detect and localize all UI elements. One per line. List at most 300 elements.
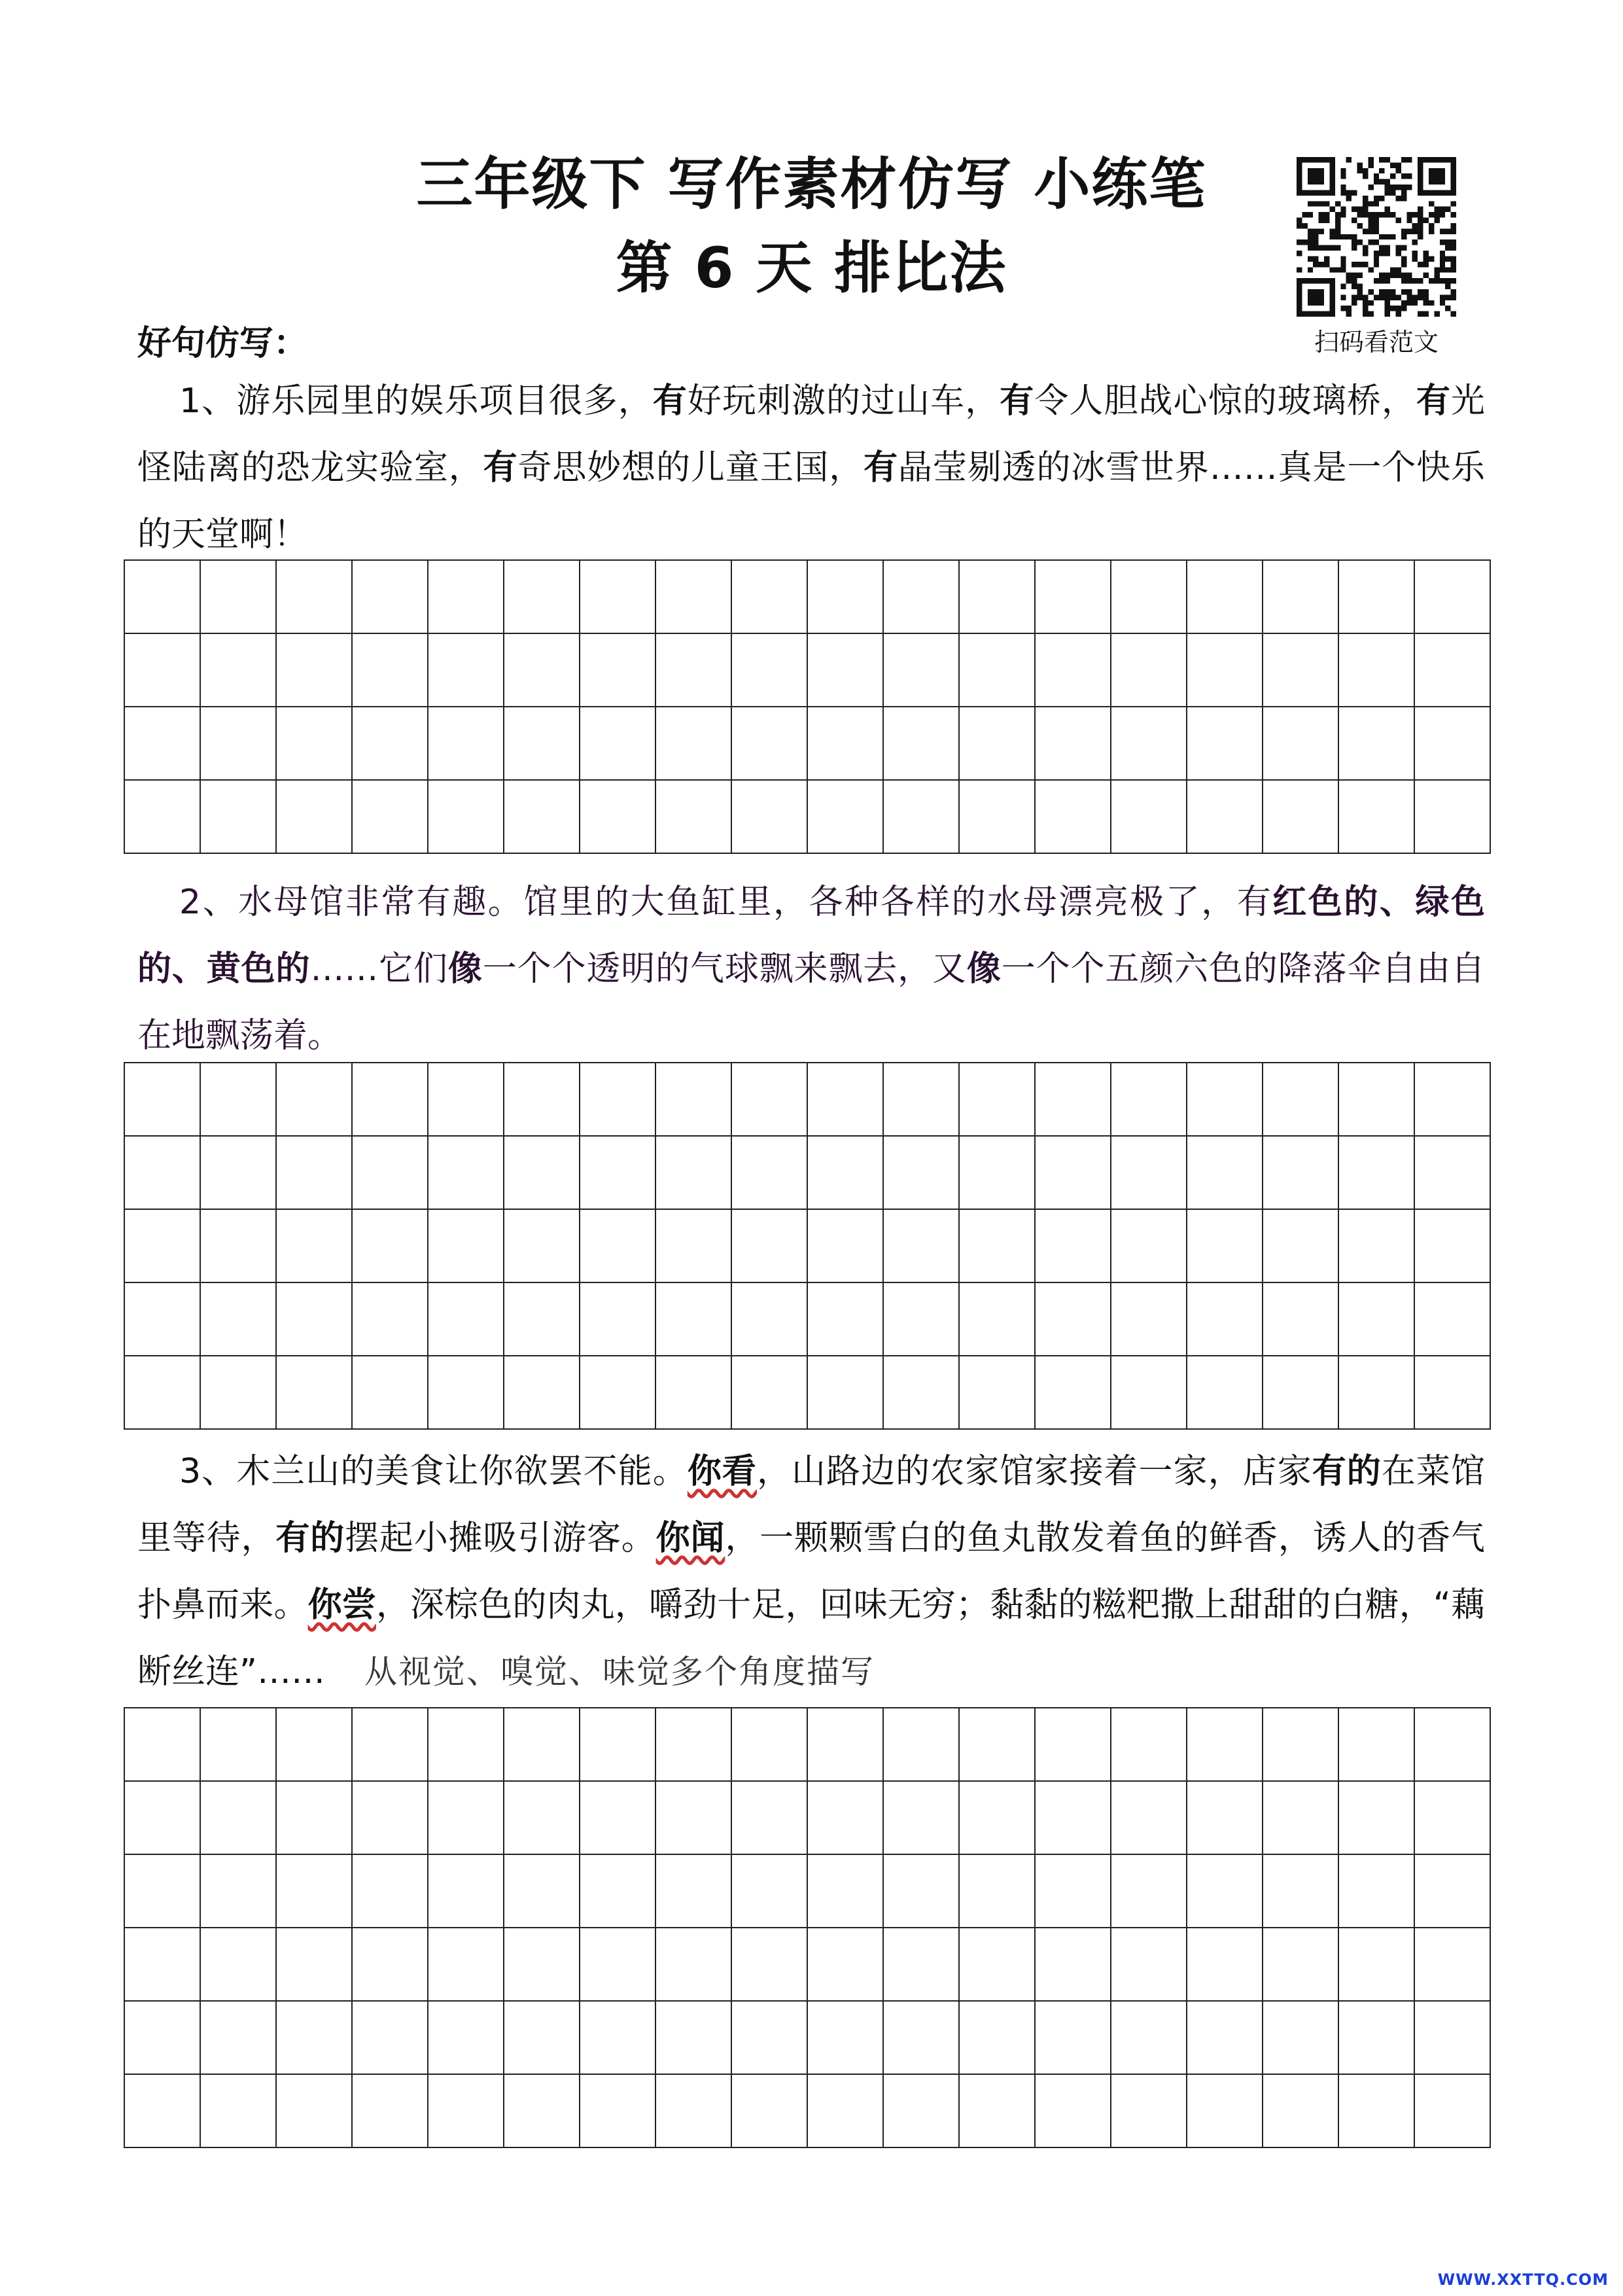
grid-cell[interactable] [200,2001,276,2074]
grid-cell[interactable] [580,560,655,633]
grid-cell[interactable] [807,1928,883,2001]
grid-cell[interactable] [504,1282,580,1356]
grid-cell[interactable] [580,1136,655,1209]
grid-cell[interactable] [959,1781,1035,1854]
grid-cell[interactable] [1035,1854,1111,1928]
grid-cell[interactable] [1263,1282,1338,1356]
grid-cell[interactable] [883,1136,959,1209]
grid-cell[interactable] [1187,560,1263,633]
grid-cell[interactable] [1338,1708,1414,1781]
grid-cell[interactable] [352,707,428,780]
grid-cell[interactable] [124,1854,200,1928]
grid-cell[interactable] [1035,1209,1111,1282]
grid-cell[interactable] [1338,780,1414,853]
grid-cell[interactable] [1263,1928,1338,2001]
grid-cell[interactable] [883,2001,959,2074]
grid-cell[interactable] [807,1282,883,1356]
grid-cell[interactable] [352,2001,428,2074]
grid-cell[interactable] [883,1356,959,1429]
grid-cell[interactable] [276,560,352,633]
grid-cell[interactable] [124,1282,200,1356]
sentence-text: ，深棕色的肉丸，嚼劲十足，回味无穷；黏黏的糍粑撒上甜甜的白糖，“藕断丝连”…… [137,1585,1485,1691]
grid-cell[interactable] [580,1063,655,1136]
grid-cell[interactable] [428,1356,504,1429]
grid-cell[interactable] [1111,633,1187,707]
grid-cell[interactable] [276,1136,352,1209]
grid-cell[interactable] [655,1282,731,1356]
grid-cell[interactable] [1338,633,1414,707]
grid-cell[interactable] [124,1928,200,2001]
grid-cell[interactable] [655,2074,731,2147]
grid-cell[interactable] [959,1136,1035,1209]
grid-cell[interactable] [959,1282,1035,1356]
grid-cell[interactable] [428,1781,504,1854]
grid-cell[interactable] [580,707,655,780]
grid-cell[interactable] [731,1781,807,1854]
grid-cell[interactable] [352,780,428,853]
grid-cell[interactable] [352,1356,428,1429]
grid-cell[interactable] [276,2001,352,2074]
grid-cell[interactable] [504,1708,580,1781]
sentence-text: 一个个透明的气球飘来飘去，又 [482,949,967,989]
grid-cell[interactable] [1035,1928,1111,2001]
emphasized-text: 红色的、绿色的、黄色的 [137,883,1485,989]
grid-cell[interactable] [428,780,504,853]
grid-cell[interactable] [655,1063,731,1136]
grid-cell[interactable] [1338,2074,1414,2147]
grid-cell[interactable] [883,780,959,853]
example-sentence-1 [137,368,1485,568]
writing-grid-1[interactable] [124,559,1491,854]
grid-cell[interactable] [1187,2074,1263,2147]
grid-cell[interactable] [1414,1708,1490,1781]
grid-cell[interactable] [200,1136,276,1209]
grid-cell[interactable] [1111,2001,1187,2074]
grid-cell[interactable] [731,1928,807,2001]
grid-cell[interactable] [1338,2001,1414,2074]
grid-cell[interactable] [124,2001,200,2074]
grid-cell[interactable] [1111,1928,1187,2001]
qr-code-icon [1297,157,1456,317]
grid-cell[interactable] [1338,1928,1414,2001]
grid-cell[interactable] [352,1063,428,1136]
grid-cell[interactable] [807,633,883,707]
annotation-note: 从视觉、嗅觉、味觉多个角度描写 [364,1653,875,1691]
grid-cell[interactable] [1187,633,1263,707]
grid-cell[interactable] [1263,560,1338,633]
grid-cell[interactable] [1338,707,1414,780]
grid-cell[interactable] [580,780,655,853]
grid-cell[interactable] [731,1356,807,1429]
grid-cell[interactable] [1035,1356,1111,1429]
grid-cell[interactable] [1414,1209,1490,1282]
grid-cell[interactable] [504,560,580,633]
grid-cell[interactable] [883,1708,959,1781]
grid-cell[interactable] [580,1928,655,2001]
grid-cell[interactable] [352,560,428,633]
grid-row [124,1282,1490,1356]
grid-cell[interactable] [124,560,200,633]
grid-cell[interactable] [200,633,276,707]
grid-cell[interactable] [200,1282,276,1356]
grid-cell[interactable] [1035,2001,1111,2074]
grid-cell[interactable] [1035,1708,1111,1781]
grid-cell[interactable] [1338,1781,1414,1854]
emphasized-text: 你闻 [655,1519,725,1558]
grid-cell[interactable] [352,1854,428,1928]
grid-cell[interactable] [276,707,352,780]
grid-cell[interactable] [1414,1854,1490,1928]
grid-cell[interactable] [504,2074,580,2147]
grid-cell[interactable] [276,1282,352,1356]
grid-cell[interactable] [959,633,1035,707]
grid-cell[interactable] [504,707,580,780]
grid-cell[interactable] [504,1356,580,1429]
grid-cell[interactable] [200,560,276,633]
sentence-text: 令人胆战心惊的玻璃桥， [1034,381,1416,421]
grid-cell[interactable] [352,1928,428,2001]
grid-cell[interactable] [959,1928,1035,2001]
grid-cell[interactable] [276,1209,352,1282]
emphasized-text: 有 [1000,381,1035,421]
grid-cell[interactable] [959,780,1035,853]
grid-cell[interactable] [428,1209,504,1282]
grid-cell[interactable] [1414,780,1490,853]
grid-cell[interactable] [352,1708,428,1781]
grid-cell[interactable] [428,633,504,707]
grid-cell[interactable] [1035,560,1111,633]
grid-cell[interactable] [580,1708,655,1781]
grid-cell[interactable] [1263,1356,1338,1429]
grid-cell[interactable] [1338,1136,1414,1209]
grid-cell[interactable] [883,1854,959,1928]
grid-cell[interactable] [124,633,200,707]
grid-cell[interactable] [1414,1136,1490,1209]
grid-cell[interactable] [1338,1356,1414,1429]
grid-cell[interactable] [124,1356,200,1429]
grid-cell[interactable] [276,1708,352,1781]
grid-cell[interactable] [580,2001,655,2074]
grid-cell[interactable] [124,1209,200,1282]
grid-cell[interactable] [1035,1136,1111,1209]
grid-row [124,1063,1490,1136]
grid-cell[interactable] [580,1781,655,1854]
grid-cell[interactable] [807,1063,883,1136]
grid-cell[interactable] [1035,1781,1111,1854]
grid-cell[interactable] [1187,1356,1263,1429]
grid-row [124,1136,1490,1209]
grid-cell[interactable] [200,1356,276,1429]
grid-cell[interactable] [807,1209,883,1282]
grid-cell[interactable] [959,1209,1035,1282]
grid-cell[interactable] [883,560,959,633]
grid-cell[interactable] [352,1209,428,1282]
grid-cell[interactable] [1187,2001,1263,2074]
grid-cell[interactable] [580,1209,655,1282]
grid-cell[interactable] [124,707,200,780]
grid-cell[interactable] [200,1209,276,1282]
grid-cell[interactable] [655,1209,731,1282]
grid-cell[interactable] [731,2074,807,2147]
grid-cell[interactable] [655,707,731,780]
grid-cell[interactable] [1338,1854,1414,1928]
grid-cell[interactable] [124,1136,200,1209]
grid-cell[interactable] [731,2001,807,2074]
grid-cell[interactable] [200,1781,276,1854]
grid-cell[interactable] [276,780,352,853]
grid-row [124,560,1490,633]
grid-cell[interactable] [580,633,655,707]
grid-cell[interactable] [883,1928,959,2001]
grid-cell[interactable] [1414,2074,1490,2147]
grid-cell[interactable] [580,1282,655,1356]
grid-cell[interactable] [731,1708,807,1781]
grid-cell[interactable] [1187,707,1263,780]
grid-cell[interactable] [1035,780,1111,853]
grid-cell[interactable] [655,1928,731,2001]
grid-cell[interactable] [1111,1781,1187,1854]
grid-cell[interactable] [1414,1928,1490,2001]
grid-cell[interactable] [1035,2074,1111,2147]
grid-cell[interactable] [1111,560,1187,633]
grid-cell[interactable] [428,707,504,780]
grid-cell[interactable] [1263,1136,1338,1209]
grid-cell[interactable] [1263,707,1338,780]
emphasized-text: 有 [1416,381,1451,421]
grid-cell[interactable] [807,1708,883,1781]
grid-cell[interactable] [1111,1063,1187,1136]
grid-cell[interactable] [883,633,959,707]
grid-cell[interactable] [1414,1282,1490,1356]
emphasized-text: 有 [864,448,899,487]
grid-cell[interactable] [1263,633,1338,707]
emphasized-text: 有 [483,448,518,487]
grid-cell[interactable] [1263,1063,1338,1136]
grid-cell[interactable] [504,1854,580,1928]
grid-cell[interactable] [428,560,504,633]
grid-cell[interactable] [1111,2074,1187,2147]
grid-cell[interactable] [124,1063,200,1136]
grid-cell[interactable] [1111,1854,1187,1928]
grid-cell[interactable] [428,1282,504,1356]
grid-cell[interactable] [1338,1063,1414,1136]
grid-cell[interactable] [352,2074,428,2147]
grid-cell[interactable] [807,780,883,853]
grid-cell[interactable] [731,1854,807,1928]
grid-cell[interactable] [1035,707,1111,780]
grid-cell[interactable] [352,633,428,707]
grid-cell[interactable] [428,2001,504,2074]
writing-grid-3[interactable] [124,1707,1491,2148]
grid-cell[interactable] [276,1928,352,2001]
grid-cell[interactable] [807,707,883,780]
grid-cell[interactable] [655,780,731,853]
grid-cell[interactable] [428,1854,504,1928]
grid-cell[interactable] [883,707,959,780]
grid-cell[interactable] [276,2074,352,2147]
grid-cell[interactable] [1414,1781,1490,1854]
grid-cell[interactable] [731,633,807,707]
grid-row [124,1781,1490,1854]
grid-cell[interactable] [959,2074,1035,2147]
grid-cell[interactable] [1187,780,1263,853]
grid-cell[interactable] [200,707,276,780]
grid-cell[interactable] [504,633,580,707]
grid-cell[interactable] [883,1063,959,1136]
grid-cell[interactable] [731,707,807,780]
grid-cell[interactable] [655,1854,731,1928]
grid-cell[interactable] [504,1781,580,1854]
grid-cell[interactable] [1187,1708,1263,1781]
grid-cell[interactable] [959,1708,1035,1781]
grid-cell[interactable] [1338,1282,1414,1356]
grid-cell[interactable] [580,1854,655,1928]
grid-cell[interactable] [428,1928,504,2001]
emphasized-text: 像 [966,949,1002,989]
grid-cell[interactable] [1187,1063,1263,1136]
grid-cell[interactable] [428,1063,504,1136]
grid-cell[interactable] [276,1356,352,1429]
grid-cell[interactable] [504,2001,580,2074]
grid-cell[interactable] [1263,2074,1338,2147]
grid-cell[interactable] [200,780,276,853]
emphasized-text: 你尝 [307,1585,376,1625]
grid-cell[interactable] [276,1063,352,1136]
grid-cell[interactable] [1187,1282,1263,1356]
grid-cell[interactable] [731,780,807,853]
grid-cell[interactable] [883,1282,959,1356]
grid-cell[interactable] [1263,1854,1338,1928]
grid-cell[interactable] [428,1136,504,1209]
grid-cell[interactable] [1414,633,1490,707]
grid-cell[interactable] [200,1708,276,1781]
grid-cell[interactable] [1187,1136,1263,1209]
emphasized-text: 有 [652,381,688,421]
grid-cell[interactable] [655,633,731,707]
grid-cell[interactable] [1111,707,1187,780]
grid-cell[interactable] [1414,707,1490,780]
sentence-text: 好玩刺激的过山车， [687,381,1000,421]
site-watermark: WWW.XXTTQ.COM [1437,2270,1609,2289]
grid-cell[interactable] [655,1356,731,1429]
grid-cell[interactable] [1414,1063,1490,1136]
grid-cell[interactable] [580,1356,655,1429]
grid-cell[interactable] [1035,633,1111,707]
grid-cell[interactable] [655,2001,731,2074]
grid-cell[interactable] [807,1136,883,1209]
grid-cell[interactable] [428,2074,504,2147]
grid-cell[interactable] [1111,1209,1187,1282]
grid-cell[interactable] [807,2074,883,2147]
grid-cell[interactable] [1111,1356,1187,1429]
grid-cell[interactable] [1187,1854,1263,1928]
grid-cell[interactable] [959,1063,1035,1136]
grid-cell[interactable] [504,1136,580,1209]
grid-cell[interactable] [959,707,1035,780]
grid-cell[interactable] [124,1708,200,1781]
grid-cell[interactable] [352,1282,428,1356]
grid-cell[interactable] [883,1781,959,1854]
grid-cell[interactable] [655,1136,731,1209]
grid-cell[interactable] [655,1708,731,1781]
grid-cell[interactable] [883,2074,959,2147]
grid-cell[interactable] [1111,1136,1187,1209]
grid-cell[interactable] [276,1854,352,1928]
sentence-text: 在菜馆里等待， [137,1452,1485,1558]
grid-cell[interactable] [200,1063,276,1136]
grid-cell[interactable] [580,2074,655,2147]
grid-cell[interactable] [655,560,731,633]
grid-cell[interactable] [807,1854,883,1928]
grid-cell[interactable] [124,1781,200,1854]
grid-cell[interactable] [352,1136,428,1209]
grid-cell[interactable] [655,1781,731,1854]
grid-cell[interactable] [200,1928,276,2001]
grid-cell[interactable] [200,2074,276,2147]
grid-cell[interactable] [1263,780,1338,853]
grid-row [124,1209,1490,1282]
grid-cell[interactable] [1414,2001,1490,2074]
grid-cell[interactable] [1263,1781,1338,1854]
grid-cell[interactable] [504,1063,580,1136]
grid-cell[interactable] [1111,1708,1187,1781]
grid-cell[interactable] [1338,1209,1414,1282]
grid-cell[interactable] [1035,1282,1111,1356]
grid-cell[interactable] [1187,1209,1263,1282]
grid-cell[interactable] [731,560,807,633]
grid-cell[interactable] [959,1356,1035,1429]
grid-cell[interactable] [731,1063,807,1136]
grid-cell[interactable] [959,560,1035,633]
writing-grid-2[interactable] [124,1062,1491,1430]
grid-cell[interactable] [883,1209,959,1282]
grid-cell[interactable] [1338,560,1414,633]
grid-cell[interactable] [731,1282,807,1356]
grid-cell[interactable] [1414,1356,1490,1429]
grid-cell[interactable] [1035,1063,1111,1136]
grid-cell[interactable] [731,1209,807,1282]
grid-cell[interactable] [807,1781,883,1854]
grid-cell[interactable] [428,1708,504,1781]
grid-row [124,633,1490,707]
grid-cell[interactable] [504,1928,580,2001]
grid-cell[interactable] [352,1781,428,1854]
grid-cell[interactable] [807,560,883,633]
grid-cell[interactable] [1187,1928,1263,2001]
grid-cell[interactable] [504,780,580,853]
grid-cell[interactable] [124,780,200,853]
grid-cell[interactable] [731,1136,807,1209]
grid-cell[interactable] [200,1854,276,1928]
grid-cell[interactable] [124,2074,200,2147]
grid-cell[interactable] [1187,1781,1263,1854]
grid-cell[interactable] [959,2001,1035,2074]
grid-cell[interactable] [1111,780,1187,853]
grid-cell[interactable] [504,1209,580,1282]
grid-cell[interactable] [1263,1209,1338,1282]
worksheet-subtitle: 第 6 天 排比法 [616,236,1007,301]
grid-cell[interactable] [1111,1282,1187,1356]
grid-cell[interactable] [1263,1708,1338,1781]
grid-cell[interactable] [807,1356,883,1429]
grid-cell[interactable] [276,633,352,707]
grid-cell[interactable] [276,1781,352,1854]
grid-cell[interactable] [807,2001,883,2074]
grid-cell[interactable] [959,1854,1035,1928]
grid-row [124,1928,1490,2001]
grid-cell[interactable] [1263,2001,1338,2074]
grid-cell[interactable] [1414,560,1490,633]
